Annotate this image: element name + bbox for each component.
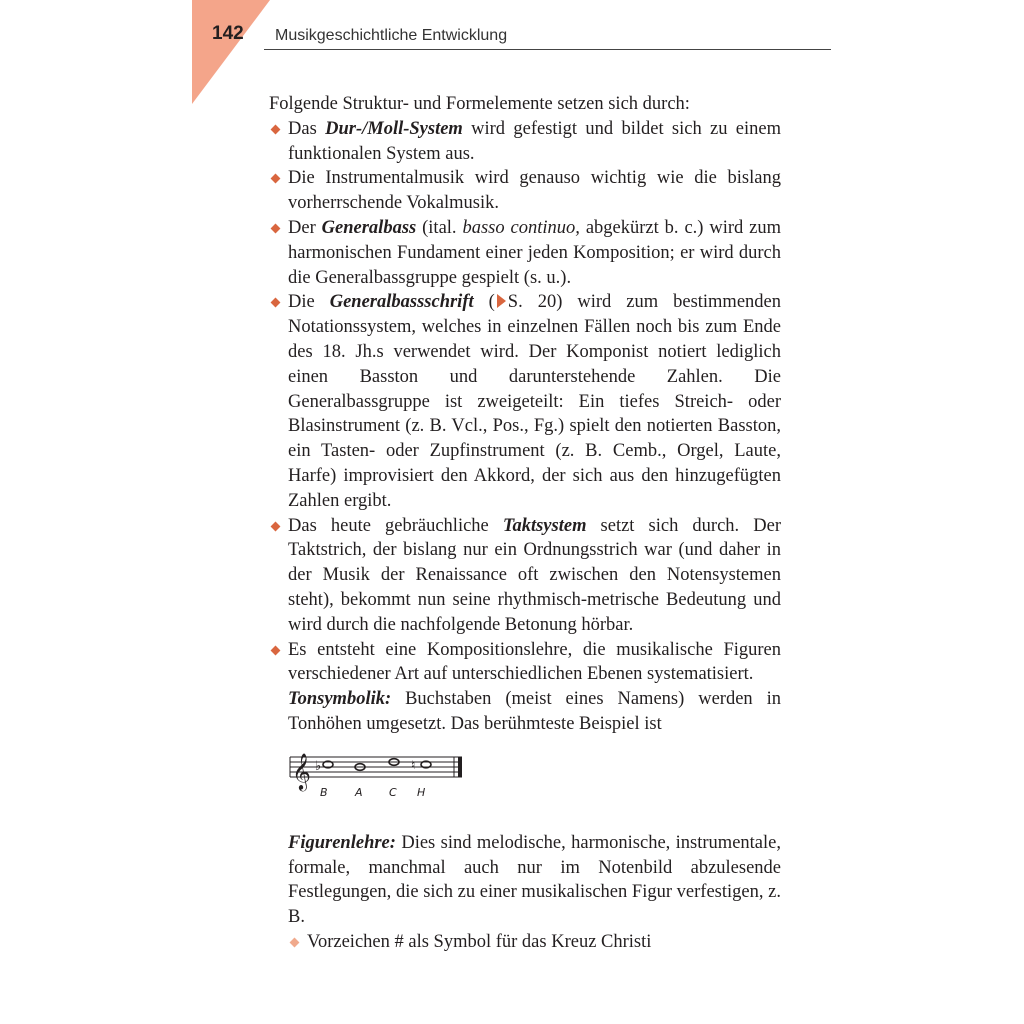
list-item: Der Generalbass (ital. basso continuo, abgekürzt b. c.) wird zum harmonischen Fundament einer jeden Komposition; er wird durch die Generalbassgruppe gespielt (s. u.). bbox=[269, 216, 781, 290]
diamond-bullet-icon bbox=[271, 124, 281, 134]
list-item: Es entsteht eine Kompositionslehre, die musikalische Figuren verschiedener Art auf unterschiedlichen Ebenen systematisiert. bbox=[269, 638, 781, 688]
flat-sign-icon: ♭ bbox=[315, 758, 322, 774]
sub-bullet-list bbox=[288, 930, 781, 955]
natural-sign-icon: ♮ bbox=[411, 757, 416, 772]
diamond-bullet-icon bbox=[271, 521, 281, 531]
body-text bbox=[269, 92, 781, 955]
cross-reference: S. 20) bbox=[507, 292, 563, 313]
term-generalbass: Generalbass bbox=[321, 217, 417, 238]
tonsymbolik-paragraph: Tonsymbolik: Buchstaben (meist eines Namens) werden in Tonhöhen umgesetzt. Das berühmteste Beispiel ist bbox=[288, 689, 781, 734]
term-tonsymbolik: Tonsymbolik: bbox=[288, 689, 392, 710]
diamond-bullet-icon bbox=[271, 645, 281, 655]
running-head: Musikgeschichtliche Entwicklung bbox=[275, 27, 508, 44]
term-figurenlehre: Figurenlehre: bbox=[288, 832, 396, 853]
treble-clef-icon: 𝄞 bbox=[292, 751, 311, 790]
staff-notation bbox=[288, 751, 488, 809]
bullet-list bbox=[269, 117, 781, 687]
sub-section bbox=[269, 687, 781, 955]
diamond-bullet-icon bbox=[271, 298, 281, 308]
term-generalbassschrift: Generalbassschrift bbox=[329, 292, 474, 313]
figurenlehre-paragraph: Figurenlehre: Dies sind melodische, harmonische, instrumentale, formale, manchmal auch nur im Notenbild abzulesende Festlegungen, die sich zu einer musikalischen Figur verfestigen, z. B. bbox=[288, 832, 781, 928]
music-example-bach bbox=[288, 751, 781, 809]
diamond-bullet-icon bbox=[290, 937, 300, 947]
note-label: H bbox=[417, 785, 426, 799]
cross-reference-arrow-icon bbox=[497, 294, 506, 308]
list-item: Die Generalbassschrift ( S. 20) wird zum bestimmenden Notationssystem, welches in einzelnen Fällen noch bis zum Ende des 18. Jh.s verwendet wird. Der Komponist notiert lediglich einen Basston und darunterstehende Zahlen. Die Generalbassgruppe ist zweigeteilt: Ein tiefes Streich- oder Blasinstrument (z. B. Vcl., Pos., Fg.) spielt den notierten Basston, ein Tasten- oder Zupfinstrument (z. B. Cemb., Orgel, Laute, Harfe) improvisiert den Akkord, der sich aus den hinzugefügten Zahlen ergibt. bbox=[269, 290, 781, 513]
intro-paragraph: Folgende Struktur- und Formelemente setzen sich durch: bbox=[269, 94, 690, 114]
note-label: C bbox=[389, 785, 397, 799]
list-item: Das Dur-/Moll-System wird gefestigt und bildet sich zu einem funktionalen System aus. bbox=[269, 117, 781, 167]
list-item: Das heute gebräuchliche Taktsystem setzt sich durch. Der Taktstrich, der bislang nur ein Ordnungsstrich war (und daher in der Musik der Renaissance oft zwischen den Notensystemen steht), bekommt nun seine rhythmisch-metrische Bedeutung und wird durch die nachfolgende Betonung hörbar. bbox=[269, 514, 781, 638]
note-label: B bbox=[320, 785, 328, 799]
term-taktsystem: Taktsystem bbox=[502, 515, 587, 536]
diamond-bullet-icon bbox=[271, 174, 281, 184]
term-dur-moll: Dur-/Moll-System bbox=[325, 118, 463, 139]
note-label: A bbox=[355, 785, 363, 799]
page-number: 142 bbox=[212, 23, 244, 44]
list-item: Die Instrumentalmusik wird genauso wichtig wie die bislang vorherrschende Vokalmusik. bbox=[269, 166, 781, 216]
corner-tab bbox=[192, 0, 270, 104]
header-rule bbox=[264, 49, 831, 50]
list-item: Vorzeichen # als Symbol für das Kreuz Christi bbox=[288, 930, 781, 955]
diamond-bullet-icon bbox=[271, 224, 281, 234]
